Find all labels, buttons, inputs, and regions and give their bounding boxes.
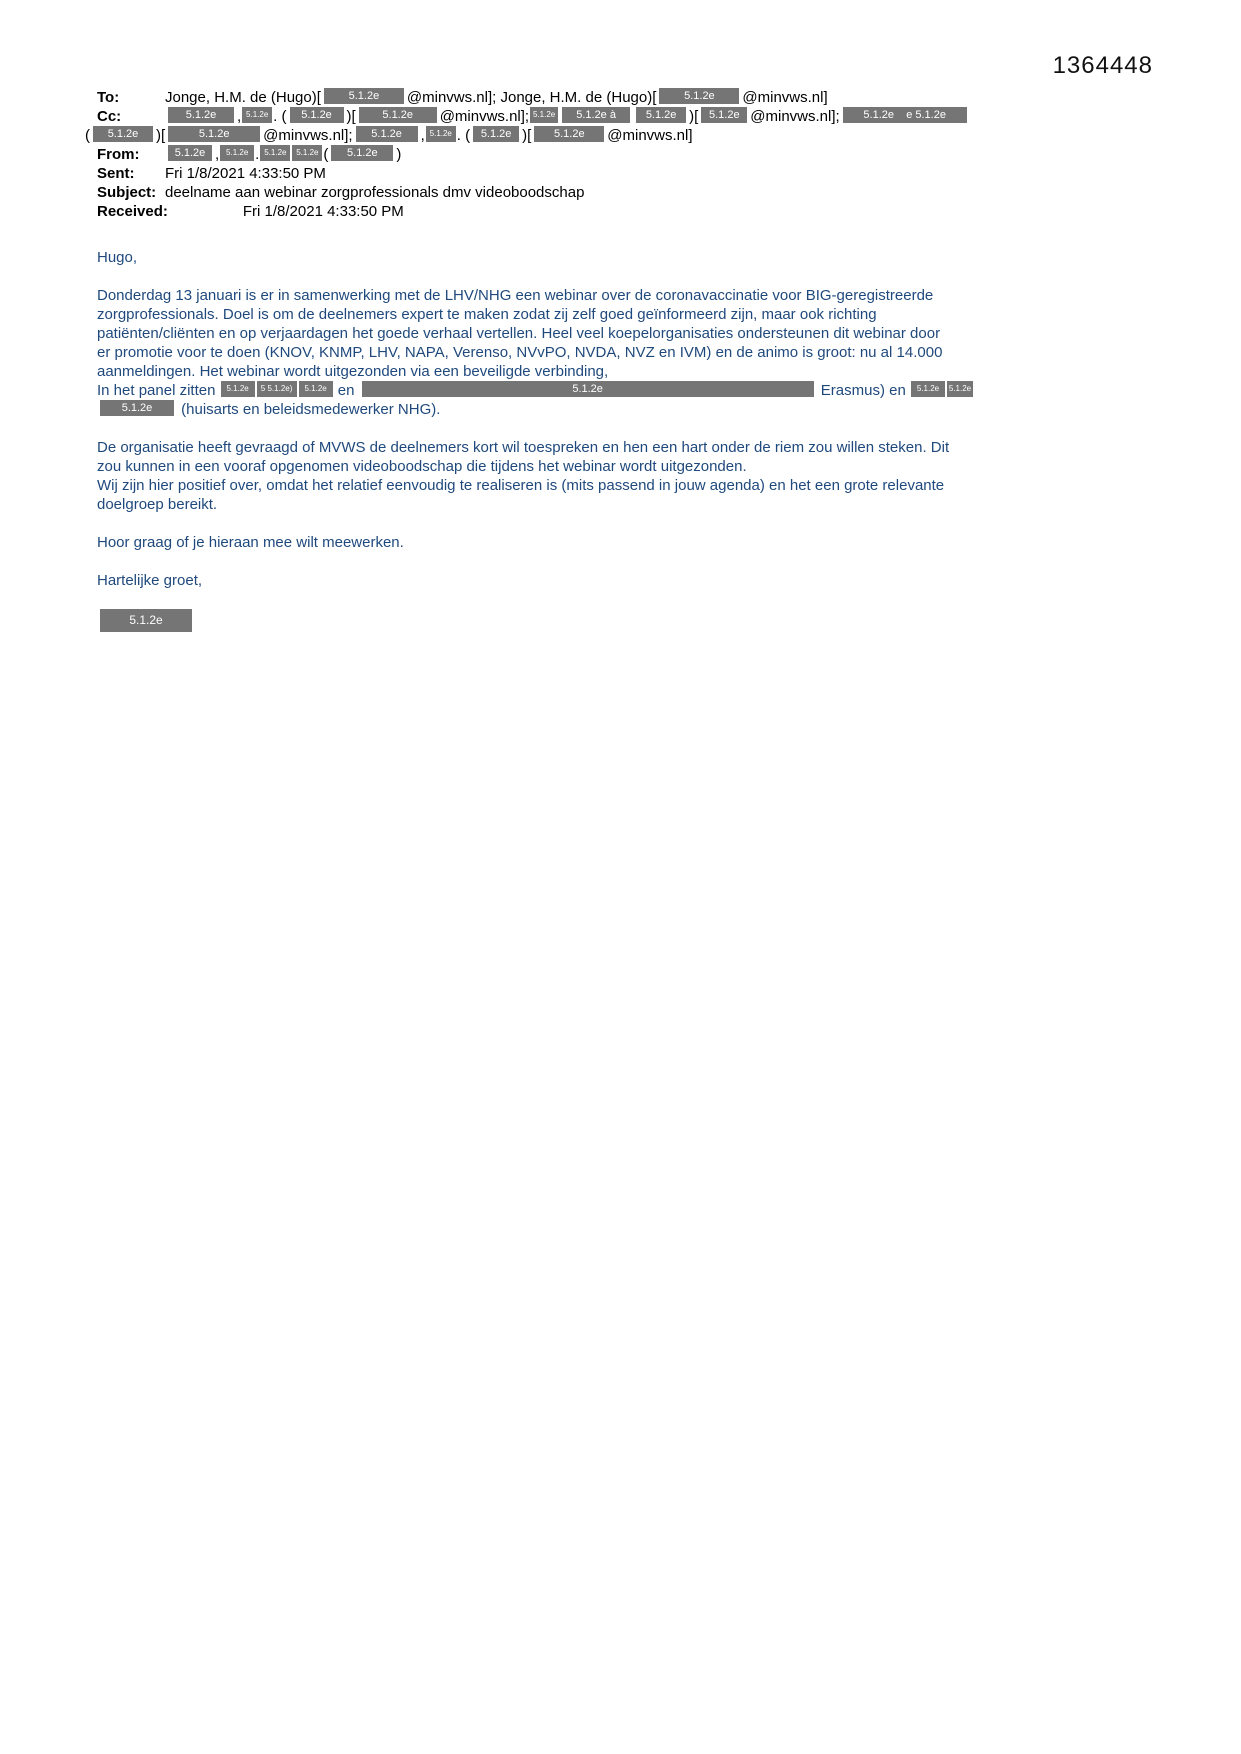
paragraph [97,286,1022,419]
body-line [97,438,1022,457]
redaction-box: 5.1.2e [362,381,814,397]
header-row-from [97,145,1022,164]
body-line [97,533,1022,552]
text-run: @minvws.nl]; [750,108,840,125]
text-run: . ( [456,127,471,144]
redaction-box: 5.1.2e [701,107,747,123]
text-run: )[ [522,127,532,144]
redaction-box: 5.1.2e [331,145,393,161]
to-label: To: [97,89,120,106]
redaction-box: 5.1.2e [100,400,174,416]
body-line [97,381,1022,400]
body-line [97,400,1022,419]
from-label: From: [97,146,140,163]
email-body [97,248,1022,632]
text-run: . ( [273,108,287,125]
text-run: @minvws.nl] [742,89,828,106]
body-line [97,495,1022,514]
body-line [97,362,1022,381]
body-line [97,324,1022,343]
redaction-box: 5.1.2e [100,609,192,632]
redaction-box: 5.1.2e [220,145,254,161]
text-run: @minvws.nl]; [439,108,530,125]
cc-value-line1 [165,107,1022,126]
text-run: zou kunnen in een vooraf opgenomen videoboodschap die tijdens het webinar wordt uitgezonden. [97,458,747,475]
paragraph [97,438,1022,514]
text-run: ( [323,146,329,163]
cc-value-line2 [85,126,1022,145]
from-value [165,145,1022,164]
redaction-box: 5.1.2e [534,126,604,142]
paragraph [97,571,1022,590]
text-run: ) [396,146,402,163]
redaction-box: 5.1.2e [290,107,344,123]
redaction-box: 5.1.2e [359,107,437,123]
received-label: Received: [97,203,168,220]
sent-value: Fri 1/8/2021 4:33:50 PM [165,165,326,182]
text-run: Wij zijn hier positief over, omdat het relatief eenvoudig te realiseren is (mits passend in jouw agenda) en het een grote relevante [97,477,945,494]
redaction-box: 5.1.2e [260,145,290,161]
redaction-box: 5.1.2e à [562,107,630,123]
body-line [97,248,1022,267]
text-run: Hoor graag of je hieraan mee wilt meewerken. [97,534,404,551]
text-run: doelgroep bereikt. [97,496,218,513]
redaction-box: 5.1.2e [292,145,322,161]
header-row-cc [97,107,1022,126]
body-line [97,343,1022,362]
paragraph [97,609,1022,632]
body-line [97,571,1022,590]
cc-label: Cc: [97,108,122,125]
redaction-box: 5.1.2e [659,88,739,104]
text-run: Donderdag 13 januari is er in samenwerking met de LHV/NHG een webinar over de coronavaccinatie voor BIG-geregistreerde [97,287,934,304]
redaction-box: 5 5.1.2e) [257,381,297,397]
text-run: De organisatie heeft gevraagd of MVWS de deelnemers kort wil toespreken en hen een hart onder de riem zou willen steken. Dit [97,439,950,456]
text-run: ( [85,127,90,144]
header-row-sent [97,164,1022,183]
text-run: Hartelijke groet, [97,572,203,589]
text-run: zorgprofessionals. Doel is om de deelnemers expert te maken zodat zij zelf goed geïnformeerd zijn, maar ook richting [97,306,877,323]
redaction-box: 5.1.2e [911,381,945,397]
email-header [85,88,1022,221]
text-run: patiënten/cliënten en op verjaardagen het goede verhaal vertellen. Heel veel koepelorganisaties ondersteunen dit webinar door [97,325,941,342]
redaction-box: 5.1.2e [947,381,973,397]
text-run: In het panel zitten [97,382,220,399]
body-line [97,286,1022,305]
body-line [97,457,1022,476]
text-run: aanmeldingen. Het webinar wordt uitgezonden via een beveiligde verbinding, [97,363,609,380]
body-line [97,305,1022,324]
text-run: en [333,382,359,399]
paragraph [97,533,1022,552]
received-value: Fri 1/8/2021 4:33:50 PM [242,203,404,220]
text-run: (huisarts en beleidsmedewerker NHG). [177,401,441,418]
text-run: @minvws.nl]; [263,127,353,144]
redaction-box: 5.1.2e [324,88,404,104]
text-run: er promotie voor te doen (KNOV, KNMP, LHV, NAPA, Verenso, NVvPO, NVDA, NVZ en IVM) en de animo is groot: nu al 14.000 [97,344,943,361]
text-run: @minvws.nl]; Jonge, H.M. de (Hugo)[ [406,89,657,106]
text-run: Jonge, H.M. de (Hugo)[ [165,89,321,106]
text-run: )[ [689,108,699,125]
text-run: , [420,127,425,144]
redaction-box: 5.1.2e [168,126,260,142]
header-row-to [97,88,1022,107]
text-run: Hugo, [97,249,138,266]
redaction-box: 5.1.2e [473,126,519,142]
subject-value: deelname aan webinar zorgprofessionals dmv videoboodschap [165,184,585,201]
redaction-box: 5.1.2e [168,145,212,161]
redaction-box: 5.1.2e [299,381,333,397]
to-value [165,88,1022,107]
text-run: , [237,108,242,125]
redaction-box: 5.1.2e [221,381,255,397]
text-run: )[ [346,108,356,125]
redaction-box: 5.1.2e [636,107,686,123]
subject-label: Subject: [97,184,157,201]
redaction-box: 5.1.2e [168,107,234,123]
email-content [85,88,1022,651]
text-run: @minvws.nl] [607,127,693,144]
redaction-box: 5.1.2e e 5.1.2e [843,107,967,123]
redaction-box: 5.1.2e [356,126,418,142]
body-line [97,476,1022,495]
text-run: , [215,146,220,163]
header-row-received [97,202,1022,221]
header-row-subject [97,183,1022,202]
sent-label: Sent: [97,165,135,182]
document-id: 1364448 [1052,52,1153,79]
text-run: Erasmus) en [816,382,910,399]
text-run: . [255,146,260,163]
redaction-box: 5.1.2e [426,126,456,142]
paragraph [97,248,1022,267]
text-run: )[ [156,127,166,144]
redaction-box: 5.1.2e [530,107,558,123]
redaction-box: 5.1.2e [242,107,272,123]
body-line [97,609,1022,632]
redaction-box: 5.1.2e [93,126,153,142]
